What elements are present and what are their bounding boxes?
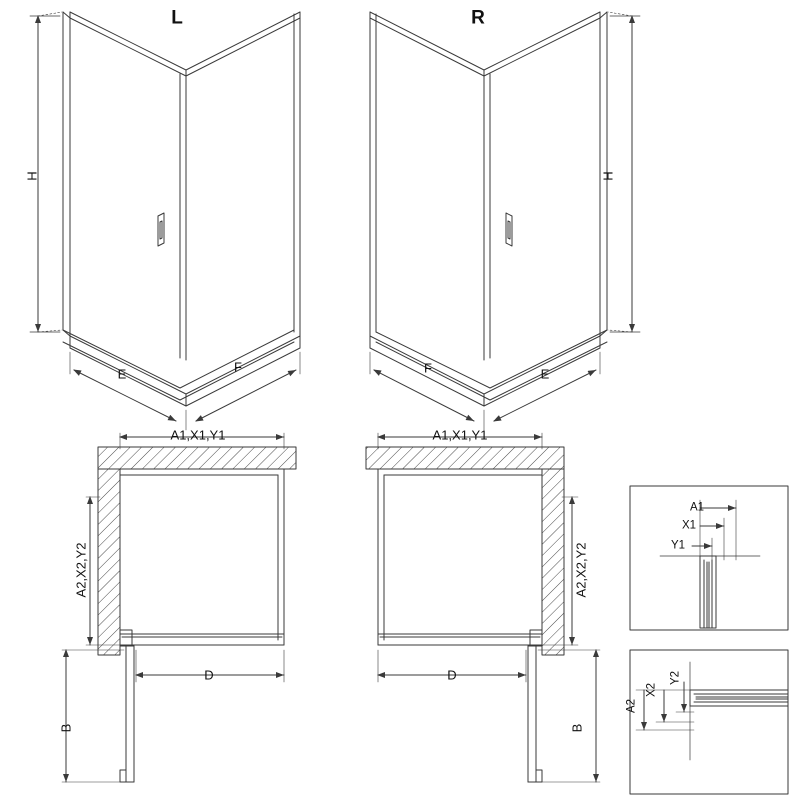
- detail-top-profile: [630, 486, 788, 630]
- detail-label-y2: Y2: [669, 670, 682, 686]
- detail-label-a2: A2: [625, 698, 638, 714]
- side-panel-dim-left: F: [234, 359, 242, 375]
- height-dim-right: H: [600, 171, 616, 181]
- detail-label-a1: A1: [689, 501, 705, 514]
- detail-label-x2: X2: [645, 682, 658, 698]
- plan-view-right: [366, 433, 600, 782]
- detail-bottom-profile: [630, 650, 788, 794]
- plan-right-side-dim: A2,X2,Y2: [573, 542, 589, 598]
- variant-label-left: L: [171, 7, 183, 29]
- plan-right-top-dim: A1,X1,Y1: [432, 427, 488, 443]
- door-swing-dim-right: B: [569, 723, 585, 733]
- plan-left-top-dim: A1,X1,Y1: [170, 427, 226, 443]
- door-width-dim-left: D: [204, 667, 214, 683]
- variant-label-right: R: [471, 7, 485, 29]
- door-width-dim-right: D: [447, 667, 457, 683]
- plan-left-side-dim: A2,X2,Y2: [73, 542, 89, 598]
- detail-label-y1: Y1: [670, 539, 686, 552]
- side-panel-dim-right: F: [424, 360, 432, 376]
- front-panel-dim-right: E: [540, 366, 550, 382]
- door-swing-dim-left: B: [58, 723, 74, 733]
- height-dim-left: H: [24, 171, 40, 181]
- iso-view-right: [370, 12, 640, 430]
- front-panel-dim-left: E: [117, 366, 127, 382]
- plan-view-left: [58, 433, 296, 782]
- iso-view-left: [30, 12, 300, 430]
- detail-label-x1: X1: [681, 519, 697, 532]
